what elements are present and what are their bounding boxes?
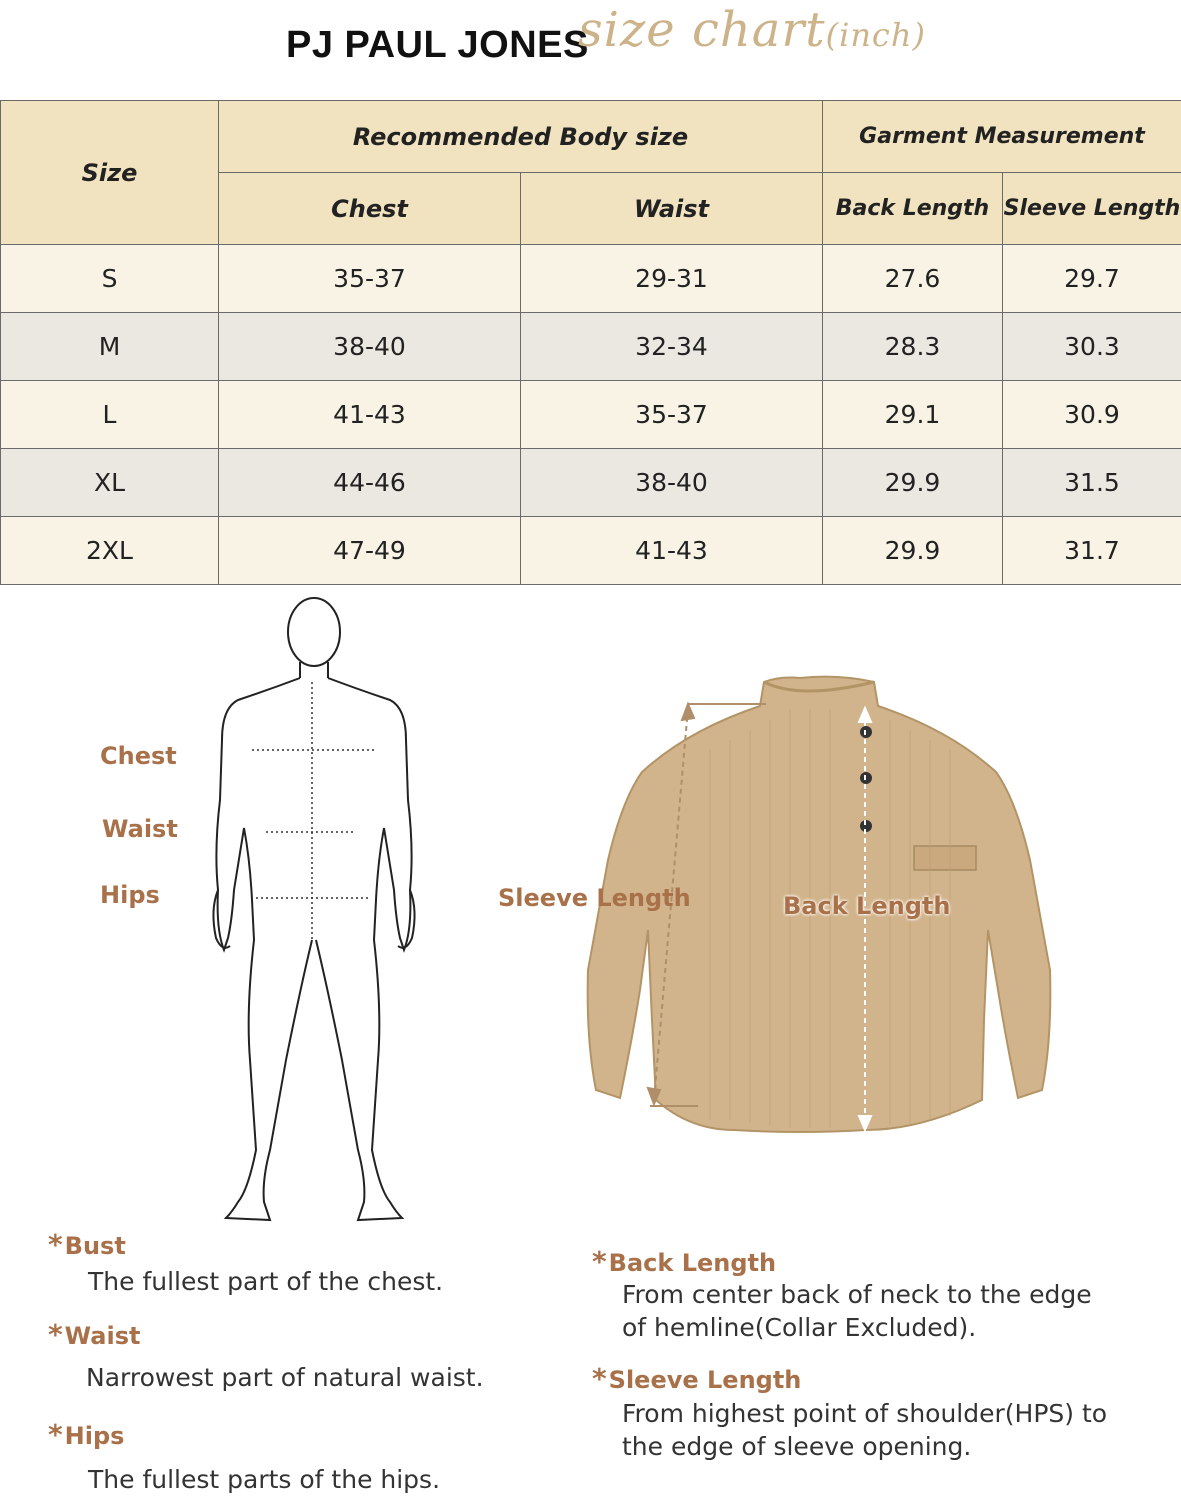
sleeve-length-cell: 31.7: [1003, 517, 1181, 585]
definition-hips: *Hips The fullest parts of the hips.: [48, 1418, 441, 1494]
waist-cell: 35-37: [521, 381, 823, 449]
table-row: [1, 381, 1181, 449]
definition-desc: The fullest parts of the hips.: [88, 1465, 441, 1494]
definition-desc: Narrowest part of natural waist.: [86, 1363, 484, 1392]
waist-cell: 29-31: [521, 245, 823, 313]
waist-cell: 41-43: [521, 517, 823, 585]
sleeve-length-cell: 30.3: [1003, 313, 1181, 381]
chest-cell: 35-37: [219, 245, 521, 313]
table-row: [1, 449, 1181, 517]
sleeve-length-column-header: Sleeve Length: [1003, 173, 1181, 245]
size-cell: S: [1, 245, 219, 313]
size-column-header: Size: [1, 101, 219, 245]
definition-bust: *Bust The fullest part of the chest.: [48, 1228, 444, 1296]
back-length-cell: 27.6: [823, 245, 1003, 313]
sleeve-length-cell: 29.7: [1003, 245, 1181, 313]
table-row: [1, 245, 1181, 313]
back-length-cell: 29.9: [823, 517, 1003, 585]
definition-term: Hips: [64, 1422, 125, 1450]
definition-waist: *Waist Narrowest part of natural waist.: [48, 1318, 484, 1392]
waist-column-header: Waist: [521, 173, 823, 245]
definition-desc-line: From highest point of shoulder(HPS) to: [622, 1399, 1108, 1428]
body-size-group-header: Recommended Body size: [219, 101, 823, 173]
waist-cell: 38-40: [521, 449, 823, 517]
definition-term: Waist: [64, 1322, 141, 1350]
definition-back-length: *Back Length From center back of neck to the edge of hemline(Collar Excluded).: [592, 1245, 1092, 1342]
sleeve-length-cell: 30.9: [1003, 381, 1181, 449]
chest-cell: 44-46: [219, 449, 521, 517]
waist-label: Waist: [102, 815, 178, 843]
size-table: [0, 100, 1181, 585]
body-outline-illustration: [0, 590, 560, 1230]
back-length-column-header: Back Length: [823, 173, 1003, 245]
chest-column-header: Chest: [219, 173, 521, 245]
definition-desc-line: the edge of sleeve opening.: [622, 1432, 972, 1461]
back-length-cell: 28.3: [823, 313, 1003, 381]
definition-desc-line: of hemline(Collar Excluded).: [622, 1313, 977, 1342]
definition-sleeve-length: *Sleeve Length From highest point of shoulder(HPS) to the edge of sleeve opening.: [592, 1362, 1108, 1461]
definition-term: Sleeve Length: [608, 1366, 802, 1394]
size-cell: M: [1, 313, 219, 381]
size-chart-script: size chart: [578, 2, 826, 58]
unit-label: (inch): [825, 16, 926, 54]
definition-term: Bust: [64, 1232, 126, 1260]
table-row: [1, 517, 1181, 585]
page-header: [0, 0, 1181, 100]
size-cell: L: [1, 381, 219, 449]
chest-cell: 47-49: [219, 517, 521, 585]
waist-cell: 32-34: [521, 313, 823, 381]
back-length-label: Back Length: [783, 892, 951, 920]
sleeve-length-label: Sleeve Length: [498, 884, 691, 912]
definition-desc: The fullest part of the chest.: [88, 1267, 444, 1296]
hips-label: Hips: [100, 881, 160, 909]
table-row: [1, 313, 1181, 381]
body-measurement-figure: [0, 590, 560, 1230]
size-cell: XL: [1, 449, 219, 517]
definition-term: Back Length: [608, 1249, 777, 1277]
sleeve-length-cell: 31.5: [1003, 449, 1181, 517]
garment-group-header: Garment Measurement: [823, 101, 1181, 173]
size-chart-title: [578, 2, 926, 58]
chest-cell: 41-43: [219, 381, 521, 449]
definition-desc-line: From center back of neck to the edge: [622, 1280, 1092, 1309]
chest-label: Chest: [100, 742, 177, 770]
chest-cell: 38-40: [219, 313, 521, 381]
size-cell: 2XL: [1, 517, 219, 585]
back-length-cell: 29.9: [823, 449, 1003, 517]
back-length-cell: 29.1: [823, 381, 1003, 449]
brand-name: PJ PAUL JONES: [286, 24, 589, 66]
garment-measurement-figure: [490, 660, 1110, 1160]
